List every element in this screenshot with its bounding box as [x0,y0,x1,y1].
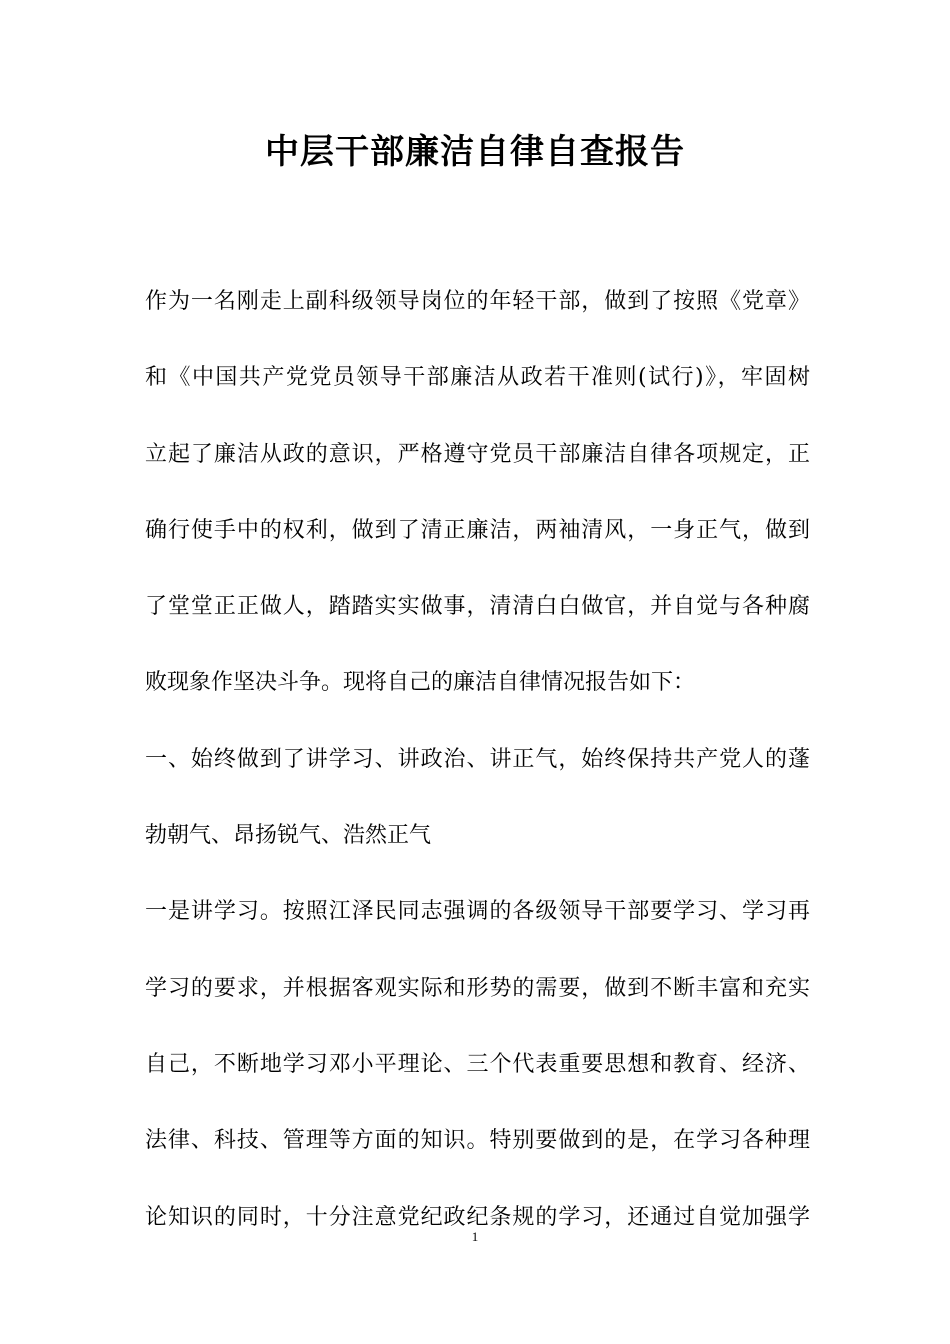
body-line-6: 败现象作坚决斗争。现将自己的廉洁自律情况报告如下： [145,670,696,696]
document-body [145,282,810,1274]
body-line-4: 确行使手中的权利，做到了清正廉洁，两袖清风，一身正气，做到 [145,517,810,543]
document-title: 中层干部廉洁自律自查报告 [265,132,685,172]
body-line-5: 了堂堂正正做人，踏踏实实做事，清清白白做官，并自觉与各种腐 [145,594,810,620]
body-line-7: 一、始终做到了讲学习、讲政治、讲正气，始终保持共产党人的蓬 [145,746,810,772]
body-line-1: 作为一名刚走上副科级领导岗位的年轻干部，做到了按照《党章》 [145,289,810,314]
body-line-12: 法律、科技、管理等方面的知识。特别要做到的是，在学习各种理 [145,1128,810,1154]
page-number: 1 [471,1229,479,1244]
body-line-10: 学习的要求，并根据客观实际和形势的需要，做到不断丰富和充实 [145,975,810,1001]
body-line-9: 一是讲学习。按照江泽民同志强调的各级领导干部要学习、学习再 [145,899,810,925]
body-line-13: 论知识的同时，十分注意党纪政纪条规的学习，还通过自觉加强学 [145,1204,810,1230]
body-line-8: 勃朝气、昂扬锐气、浩然正气 [145,823,432,849]
body-line-2: 和《中国共产党党员领导干部廉洁从政若干准则(试行)》，牢固树 [145,365,810,391]
body-line-11: 自己，不断地学习邓小平理论、三个代表重要思想和教育、经济、 [145,1051,810,1077]
body-line-3: 立起了廉洁从政的意识，严格遵守党员干部廉洁自律各项规定，正 [145,441,810,467]
